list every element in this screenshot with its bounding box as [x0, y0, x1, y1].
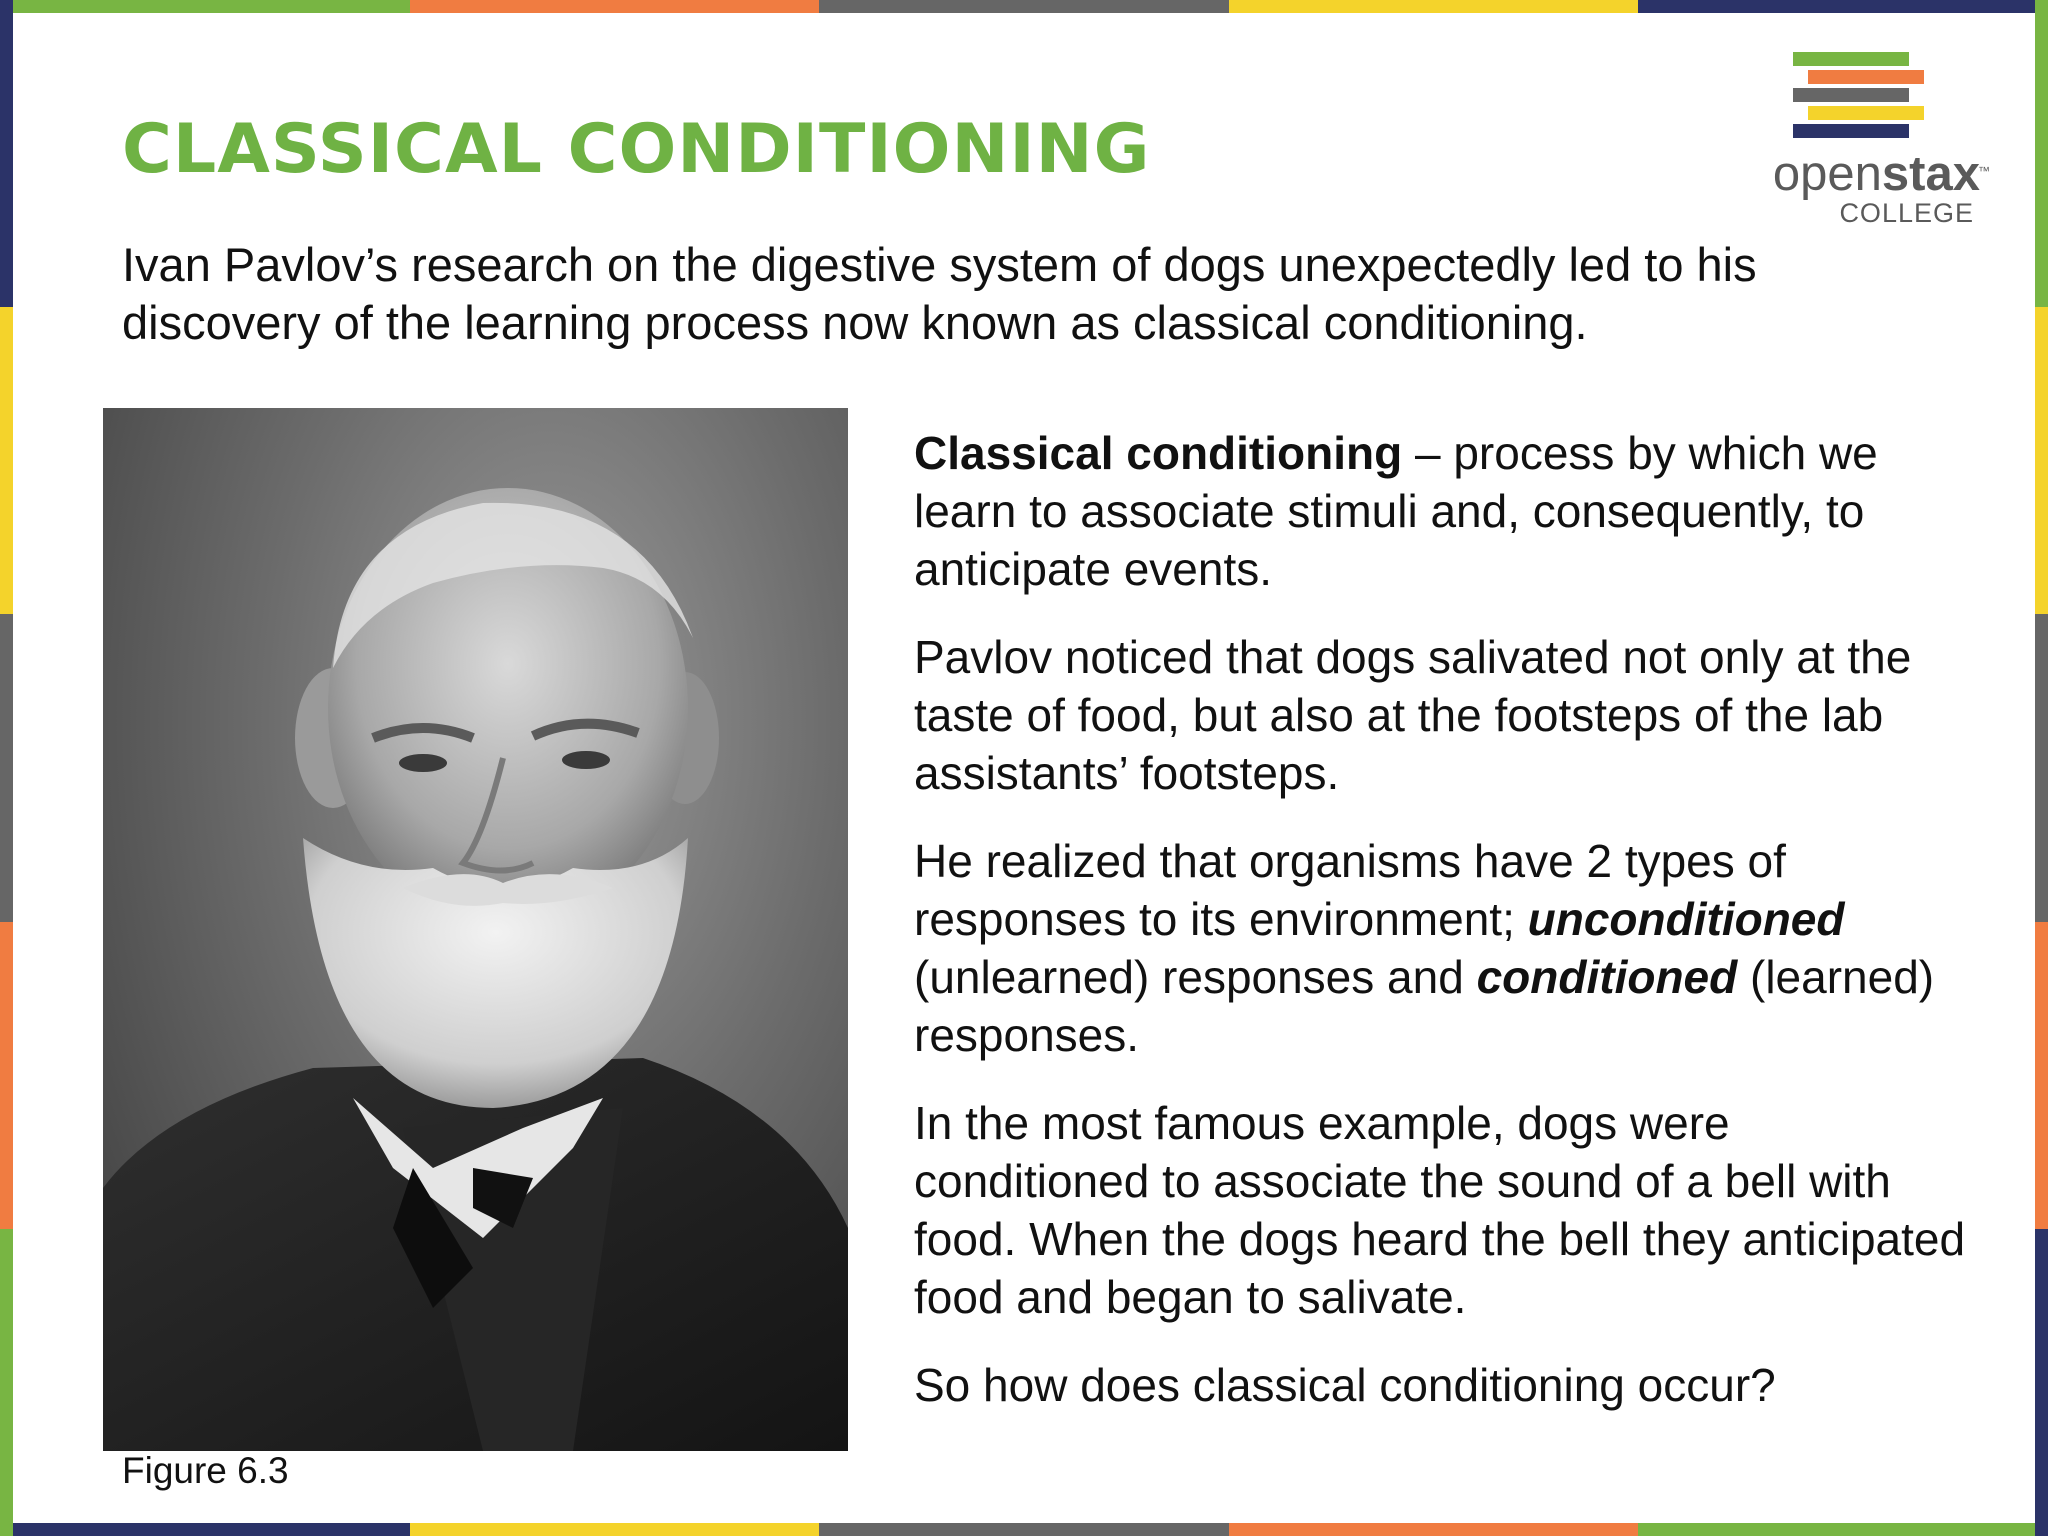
top-color-strip	[0, 0, 2048, 13]
right-strip-segment	[2035, 614, 2048, 921]
definition-text: – process by which we learn to associate stimuli and, consequently, to anticipate events.	[914, 427, 1878, 595]
body-text-column	[914, 424, 1974, 1444]
logo-word-light: open	[1772, 147, 1882, 201]
left-color-strip	[0, 0, 13, 1536]
pavlov-portrait-photo	[103, 408, 848, 1451]
definition-paragraph	[914, 424, 1974, 598]
intro-text: Ivan Pavlov’s research on the digestive system of dogs unexpectedly led to his discovery of the learning process now known as classical conditioning.	[122, 238, 1757, 349]
bottom-strip-segment	[0, 1523, 410, 1536]
bottom-color-strip	[0, 1523, 2048, 1536]
logo-bar-4	[1808, 106, 1924, 120]
right-strip-segment	[2035, 0, 2048, 307]
bottom-strip-segment	[410, 1523, 820, 1536]
logo-wordmark	[1738, 147, 1980, 201]
slide-title: CLASSICAL CONDITIONING	[122, 110, 1151, 189]
logo-word-bold: stax	[1881, 147, 1980, 201]
left-strip-segment	[0, 614, 13, 921]
logo-subtitle: COLLEGE	[1839, 198, 1974, 228]
logo-bar-2	[1808, 70, 1924, 84]
top-strip-segment	[410, 0, 820, 13]
logo-bar-3	[1793, 88, 1909, 102]
bottom-strip-segment	[1638, 1523, 2048, 1536]
example-paragraph: In the most famous example, dogs were conditioned to associate the sound of a bell with food. When the dogs heard the bell they anticipated food and began to salivate.	[914, 1097, 1966, 1323]
response-types-text-b: (unlearned) responses and	[914, 951, 1477, 1003]
logo-trademark: ™	[1978, 164, 1990, 178]
left-strip-segment	[0, 1229, 13, 1536]
response-types-paragraph	[914, 832, 1974, 1064]
openstax-logo	[1738, 52, 1988, 232]
top-strip-segment	[1229, 0, 1639, 13]
right-strip-segment	[2035, 1229, 2048, 1536]
top-strip-segment	[819, 0, 1229, 13]
response-types-text-c: (learned) responses.	[914, 951, 1935, 1061]
question-paragraph: So how does classical conditioning occur?	[914, 1359, 1776, 1411]
logo-bar-1	[1793, 52, 1909, 66]
bottom-strip-segment	[1229, 1523, 1639, 1536]
top-strip-segment	[1638, 0, 2048, 13]
observation-paragraph: Pavlov noticed that dogs salivated not only at the taste of food, but also at the footsteps of the lab assistants’ footsteps.	[914, 631, 1912, 799]
term-conditioned: conditioned	[1476, 951, 1738, 1003]
term-unconditioned: unconditioned	[1527, 893, 1845, 945]
right-strip-segment	[2035, 922, 2048, 1229]
logo-bar-5	[1793, 124, 1909, 138]
top-strip-segment	[0, 0, 410, 13]
left-strip-segment	[0, 307, 13, 614]
right-color-strip	[2035, 0, 2048, 1536]
right-strip-segment	[2035, 307, 2048, 614]
response-types-text-a: He realized that organisms have 2 types of responses to its environment;	[914, 835, 1786, 945]
left-strip-segment	[0, 922, 13, 1229]
left-strip-segment	[0, 0, 13, 307]
term-classical-conditioning: Classical conditioning	[914, 427, 1403, 479]
figure-caption: Figure 6.3	[122, 1450, 289, 1491]
bottom-strip-segment	[819, 1523, 1229, 1536]
